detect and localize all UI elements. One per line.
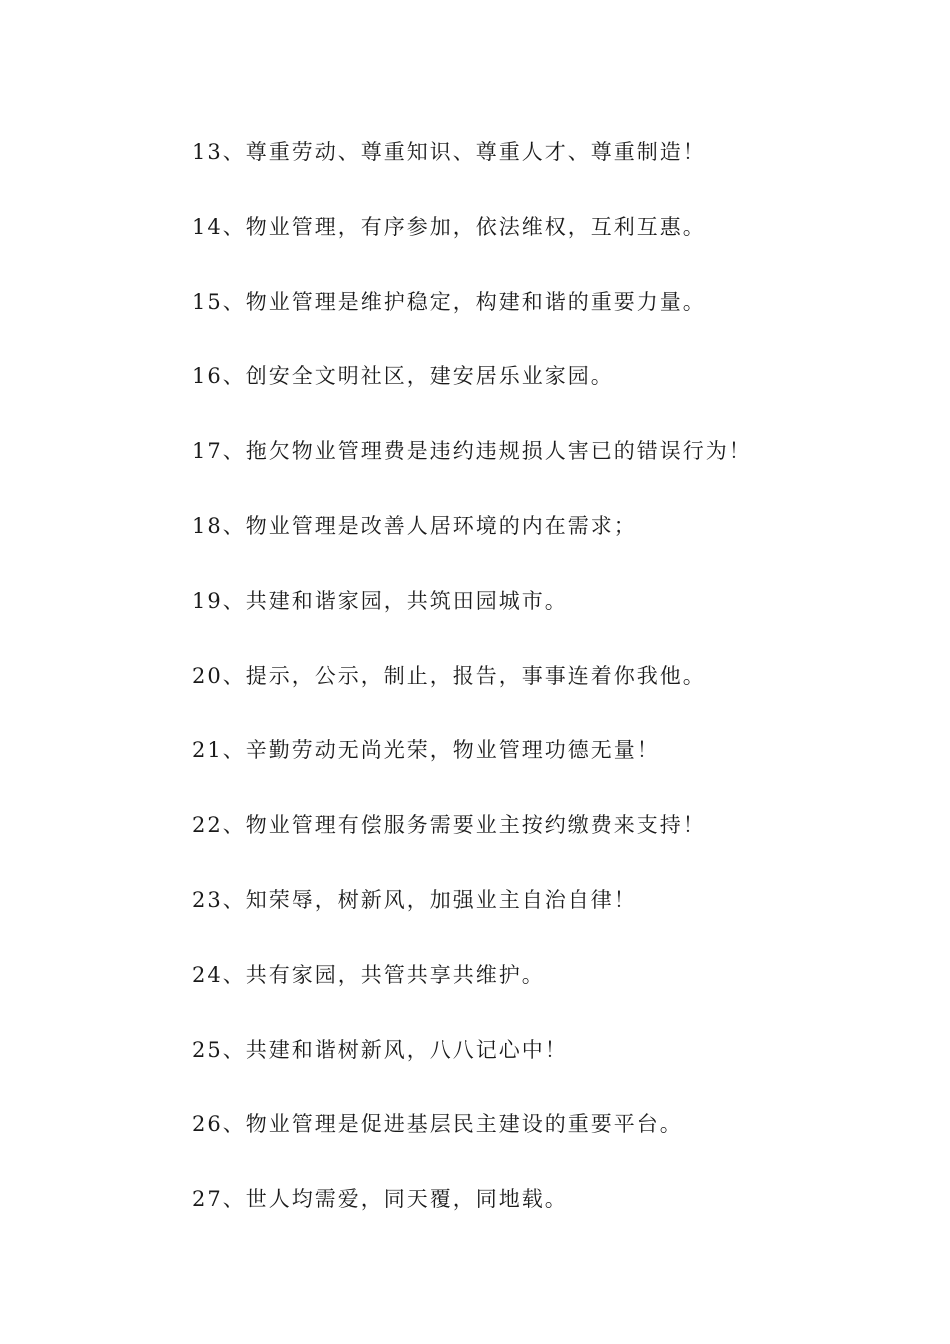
slogan-line: 13、尊重劳动、尊重知识、尊重人才、尊重制造！ bbox=[192, 140, 706, 164]
slogan-line: 20、提示，公示，制止，报告，事事连着你我他。 bbox=[192, 663, 706, 688]
slogan-line: 18、物业管理是改善人居环境的内在需求； bbox=[192, 513, 637, 538]
slogan-line: 27、世人均需爱，同天覆，同地载。 bbox=[192, 1187, 568, 1212]
slogan-line: 21、辛勤劳动无尚光荣，物业管理功德无量！ bbox=[192, 738, 660, 763]
slogan-line: 19、共建和谐家园，共筑田园城市。 bbox=[192, 588, 568, 613]
slogan-line: 24、共有家园，共管共享共维护。 bbox=[192, 962, 545, 987]
slogan-line: 23、知荣辱，树新风，加强业主自治自律！ bbox=[192, 887, 637, 912]
slogan-list bbox=[192, 135, 892, 1257]
slogan-line: 16、创安全文明社区，建安居乐业家园。 bbox=[192, 364, 614, 389]
slogan-line: 26、物业管理是促进基层民主建设的重要平台。 bbox=[192, 1112, 683, 1137]
slogan-line: 22、物业管理有偿服务需要业主按约缴费来支持！ bbox=[192, 813, 706, 838]
slogan-line: 15、物业管理是维护稳定，构建和谐的重要力量。 bbox=[192, 289, 706, 314]
slogan-line: 25、共建和谐树新风，八八记心中！ bbox=[192, 1037, 568, 1062]
slogan-line: 17、拖欠物业管理费是违约违规损人害已的错误行为！ bbox=[192, 439, 752, 464]
slogan-line: 14、物业管理，有序参加，依法维权，互利互惠。 bbox=[192, 214, 706, 239]
